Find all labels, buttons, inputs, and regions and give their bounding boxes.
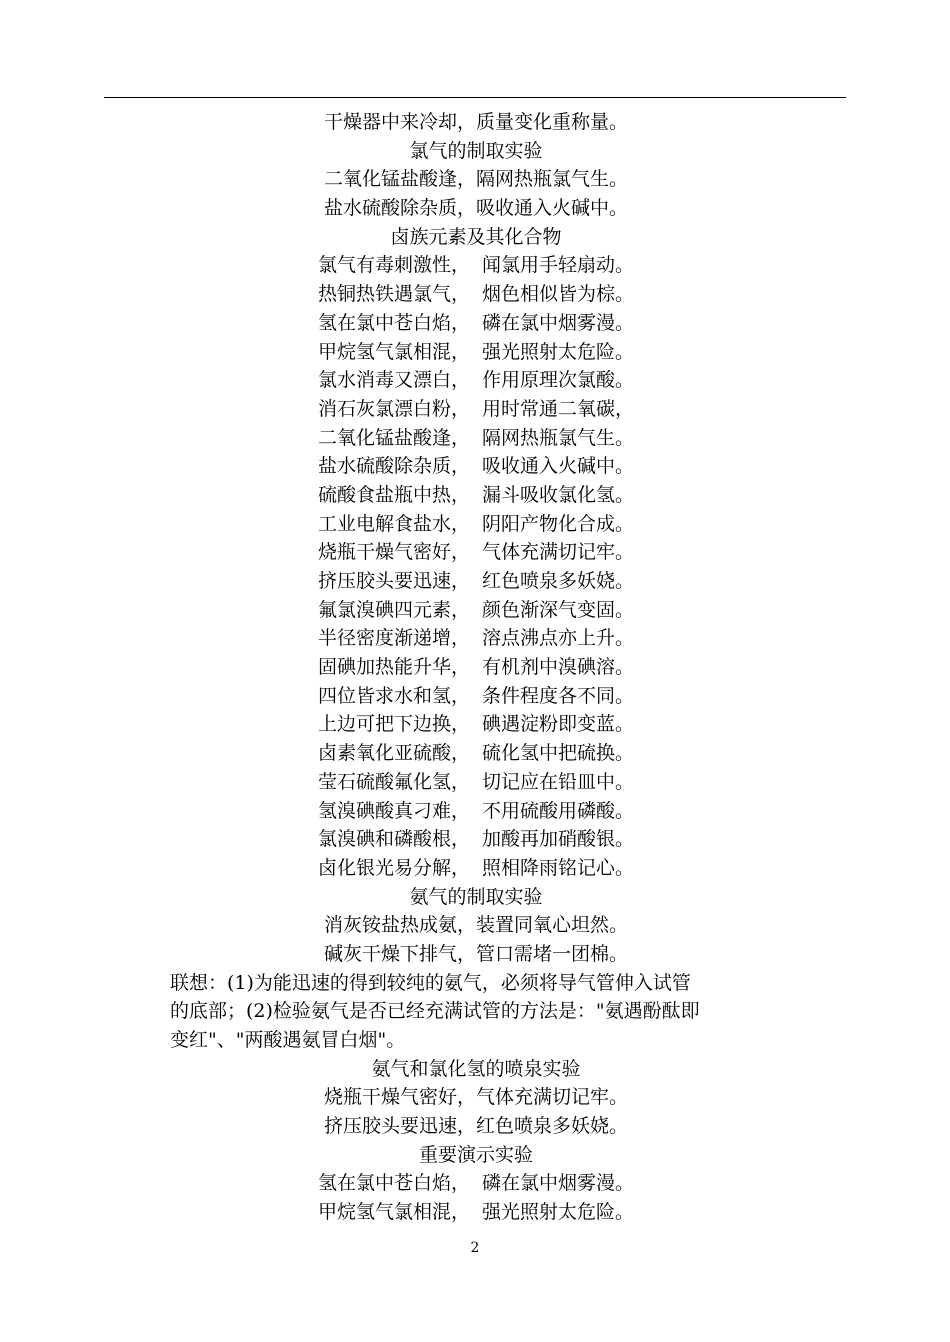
text-line: 挤压胶头要迅速， 红色喷泉多妖娆。 bbox=[317, 570, 635, 592]
text-line: 氯气的制取实验 bbox=[409, 139, 543, 162]
text-line: 干燥器中来冷却，质量变化重称量。 bbox=[323, 111, 628, 133]
text-line: 碱灰干燥下排气，管口需堵一团棉。 bbox=[323, 942, 628, 965]
text-line: 硫酸食盐瓶中热， 漏斗吸收氯化氢。 bbox=[317, 483, 635, 506]
page-body bbox=[170, 108, 782, 1227]
text-line: 消灰铵盐热成氨，装置同氧心坦然。 bbox=[323, 914, 628, 937]
text-line: 固碘加热能升华， 有机剂中溴碘溶。 bbox=[317, 656, 635, 679]
text-line: 二氧化锰盐酸逢， 隔网热瓶氯气生。 bbox=[317, 426, 635, 449]
text-line: 烧瓶干燥气密好， 气体充满切记牢。 bbox=[317, 541, 635, 564]
paragraph-line: 的底部；(2)检验氨气是否已经充满试管的方法是："氨遇酚酞即 bbox=[170, 1000, 700, 1023]
paragraph-line: 联想：(1)为能迅速的得到较纯的氨气，必须将导气管伸入试管 bbox=[170, 971, 691, 994]
text-line: 卤族元素及其化合物 bbox=[390, 225, 562, 248]
text-line: 氨气和氯化氢的喷泉实验 bbox=[371, 1057, 581, 1080]
text-line: 半径密度渐递增， 溶点沸点亦上升。 bbox=[317, 627, 635, 650]
text-line: 卤素氧化亚硫酸， 硫化氢中把硫换。 bbox=[317, 742, 635, 765]
text-line: 氢在氯中苍白焰， 磷在氯中烟雾漫。 bbox=[317, 311, 635, 334]
text-line: 氨气的制取实验 bbox=[409, 885, 543, 908]
text-line: 消石灰氯漂白粉， 用时常通二氧碳， bbox=[317, 397, 635, 420]
text-line: 烧瓶干燥气密好，气体充满切记牢。 bbox=[323, 1086, 628, 1109]
header-rule bbox=[104, 97, 846, 98]
verse-block-bottom bbox=[170, 1055, 782, 1227]
text-line: 氯气有毒刺激性， 闻氯用手轻扇动。 bbox=[317, 254, 635, 277]
text-line: 上边可把下边换， 碘遇淀粉即变蓝。 bbox=[317, 713, 635, 736]
text-line: 四位皆求水和氢， 条件程度各不同。 bbox=[317, 684, 635, 707]
text-line: 氯水消毒又漂白， 作用原理次氯酸。 bbox=[317, 369, 635, 392]
text-line: 二氧化锰盐酸逢，隔网热瓶氯气生。 bbox=[323, 168, 628, 191]
note-paragraph bbox=[170, 969, 782, 1055]
text-line: 盐水硫酸除杂质， 吸收通入火碱中。 bbox=[317, 455, 635, 478]
text-line: 甲烷氢气氯相混， 强光照射太危险。 bbox=[317, 1201, 635, 1224]
page-number: 2 bbox=[470, 1240, 480, 1256]
text-line: 氟氯溴碘四元素， 颜色渐深气变固。 bbox=[317, 598, 635, 621]
text-line: 莹石硫酸氟化氢， 切记应在铅皿中。 bbox=[317, 770, 635, 793]
text-line: 重要演示实验 bbox=[418, 1143, 533, 1166]
text-line: 甲烷氢气氯相混， 强光照射太危险。 bbox=[317, 340, 635, 363]
text-line: 氢在氯中苍白焰， 磷在氯中烟雾漫。 bbox=[317, 1172, 635, 1195]
paragraph-line: 变红"、"两酸遇氨冒白烟"。 bbox=[170, 1029, 406, 1051]
verse-block-top bbox=[170, 108, 782, 969]
text-line: 氯溴碘和磷酸根， 加酸再加硝酸银。 bbox=[317, 828, 635, 851]
text-line: 热铜热铁遇氯气， 烟色相似皆为棕。 bbox=[317, 283, 635, 306]
text-line: 工业电解食盐水， 阴阳产物化合成。 bbox=[317, 512, 635, 535]
text-line: 氢溴碘酸真刁难， 不用硫酸用磷酸。 bbox=[317, 799, 635, 822]
text-line: 盐水硫酸除杂质，吸收通入火碱中。 bbox=[323, 197, 628, 220]
text-line: 卤化银光易分解， 照相降雨铭记心。 bbox=[317, 856, 635, 879]
text-line: 挤压胶头要迅速，红色喷泉多妖娆。 bbox=[323, 1115, 628, 1138]
